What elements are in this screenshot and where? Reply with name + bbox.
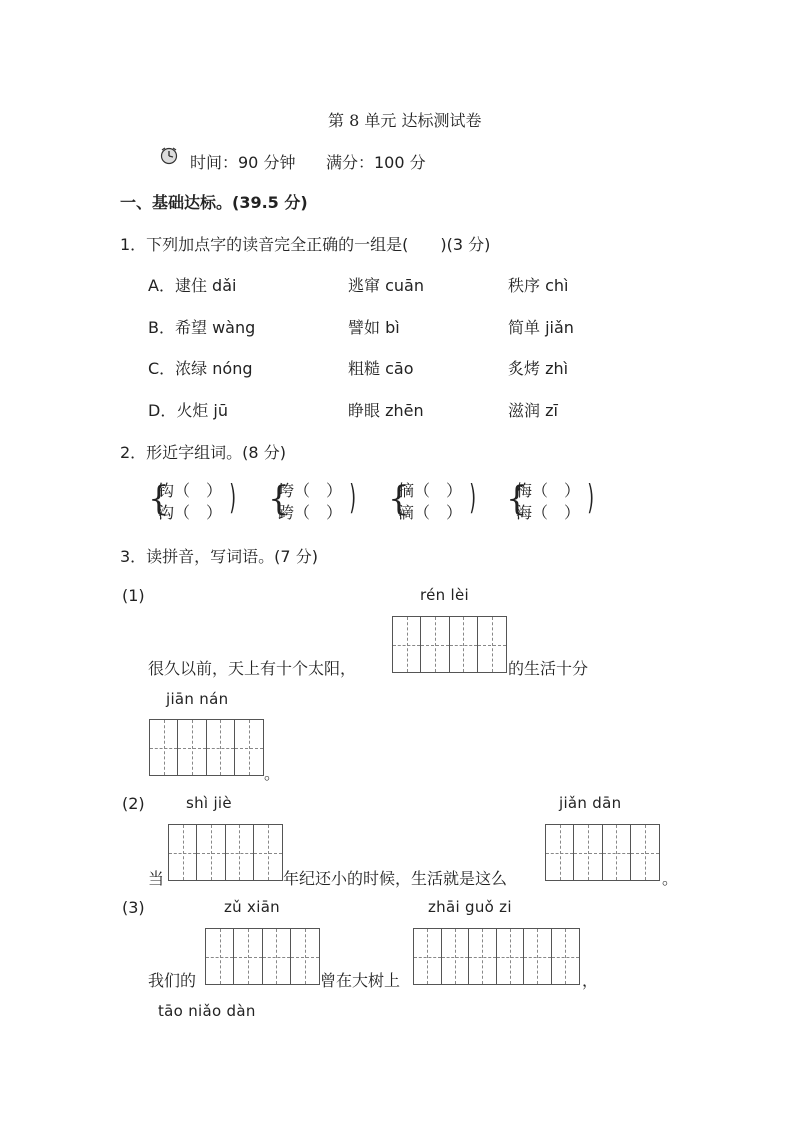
brace-left: { <box>148 479 170 519</box>
grid-cell[interactable] <box>178 720 206 775</box>
grid-cell[interactable] <box>393 617 421 672</box>
paren-right: ) <box>587 478 594 518</box>
item-2-end: 。 <box>662 869 679 888</box>
word-group-2 <box>278 480 342 524</box>
item-2-pre: 当 <box>148 869 165 888</box>
grid-cell[interactable] <box>197 825 225 880</box>
grid-cell[interactable] <box>478 617 506 672</box>
option-c-1: C．浓绿 nóng <box>148 359 253 378</box>
grid-cell[interactable] <box>421 617 449 672</box>
grid-cell[interactable] <box>603 825 631 880</box>
grid-cell[interactable] <box>546 825 574 880</box>
grid-cell[interactable] <box>574 825 602 880</box>
pinyin-renlei: rén lèi <box>420 586 470 604</box>
word-group-1-bottom: 沟（ ） <box>158 503 223 522</box>
item-3-end: ， <box>582 971 599 990</box>
grid-cell[interactable] <box>206 929 234 984</box>
option-d-2: 睁眼 zhēn <box>348 401 424 420</box>
brace-left: { <box>506 479 528 519</box>
item-1-text-b: 的生活十分 <box>508 659 589 678</box>
item-1-end: 。 <box>264 764 281 783</box>
paren-right: ) <box>349 478 356 518</box>
word-group-4-bottom: 海（ ） <box>516 503 581 522</box>
pinyin-shijie: shì jiè <box>186 794 232 812</box>
clock-icon <box>160 147 178 165</box>
word-group-3-top: 摘（ ） <box>398 481 463 500</box>
pinyin-jiandan: jiǎn dān <box>559 794 622 812</box>
grid-cell[interactable] <box>207 720 235 775</box>
grid-cell[interactable] <box>524 929 552 984</box>
grid-cell[interactable] <box>469 929 497 984</box>
word-group-4-top: 梅（ ） <box>516 481 581 500</box>
pinyin-taoniaodan: tāo niǎo dàn <box>158 1002 256 1020</box>
grid-cell[interactable] <box>414 929 442 984</box>
question-1-prompt: 1．下列加点字的读音完全正确的一组是( )(3 分) <box>120 235 491 254</box>
page-title: 第 8 单元 达标测试卷 <box>328 111 482 130</box>
grid-cell[interactable] <box>291 929 319 984</box>
pinyin-zuxian: zǔ xiān <box>224 898 280 916</box>
brace-left: { <box>268 479 290 519</box>
grid-cell[interactable] <box>450 617 478 672</box>
word-group-2-bottom: 跨（ ） <box>278 503 343 522</box>
grid-cell[interactable] <box>254 825 282 880</box>
word-group-2-top: 垮（ ） <box>278 481 343 500</box>
grid-cell[interactable] <box>234 929 262 984</box>
option-c-2: 粗糙 cāo <box>348 359 414 378</box>
grid-cell[interactable] <box>226 825 254 880</box>
option-a-3: 秩序 chì <box>508 276 569 295</box>
question-3-prompt: 3．读拼音，写词语。(7 分) <box>120 547 318 566</box>
item-3-pre: 我们的 <box>148 971 197 990</box>
item-1-text-a: 很久以前，天上有十个太阳， <box>148 659 357 678</box>
item-2-number: (2) <box>122 794 145 813</box>
writing-grid-renlei[interactable] <box>392 616 507 673</box>
grid-cell[interactable] <box>552 929 579 984</box>
pinyin-zhaiguozi: zhāi guǒ zi <box>428 898 512 916</box>
grid-cell[interactable] <box>150 720 178 775</box>
option-b-1: B．希望 wàng <box>148 318 256 337</box>
grid-cell[interactable] <box>631 825 659 880</box>
question-2-prompt: 2．形近字组词。(8 分) <box>120 443 286 462</box>
grid-cell[interactable] <box>235 720 263 775</box>
option-a-1: A．逮住 dǎi <box>148 276 237 295</box>
section-heading: 一、基础达标。(39.5 分) <box>120 193 308 212</box>
option-c-3: 炙烤 zhì <box>508 359 569 378</box>
writing-grid-shijie[interactable] <box>168 824 283 881</box>
item-2-mid: 年纪还小的时候，生活就是这么 <box>283 869 508 888</box>
paren-right: ) <box>469 478 476 518</box>
writing-grid-zuxian[interactable] <box>205 928 320 985</box>
exam-time: 时间：90 分钟 <box>190 153 296 172</box>
grid-cell[interactable] <box>497 929 525 984</box>
word-group-3-bottom: 滴（ ） <box>398 503 463 522</box>
exam-score: 满分：100 分 <box>326 153 426 172</box>
word-group-1 <box>158 480 222 524</box>
option-d-1: D．火炬 jū <box>148 401 228 420</box>
pinyin-jiannan: jiān nán <box>166 690 229 708</box>
word-group-3 <box>398 480 462 524</box>
item-3-mid: 曾在大树上 <box>320 971 401 990</box>
grid-cell[interactable] <box>442 929 470 984</box>
option-b-3: 简单 jiǎn <box>508 318 574 337</box>
item-1-number: (1) <box>122 586 145 605</box>
grid-cell[interactable] <box>169 825 197 880</box>
brace-left: { <box>388 479 410 519</box>
writing-grid-zhaiguozi[interactable] <box>413 928 580 985</box>
option-d-3: 滋润 zī <box>508 401 558 420</box>
writing-grid-jiandan[interactable] <box>545 824 660 881</box>
grid-cell[interactable] <box>263 929 291 984</box>
option-b-2: 譬如 bì <box>348 318 400 337</box>
word-group-1-top: 钩（ ） <box>158 481 223 500</box>
word-group-4 <box>516 480 580 524</box>
writing-grid-jiannan[interactable] <box>149 719 264 776</box>
option-a-2: 逃窜 cuān <box>348 276 424 295</box>
paren-right: ) <box>229 478 236 518</box>
item-3-number: (3) <box>122 898 145 917</box>
